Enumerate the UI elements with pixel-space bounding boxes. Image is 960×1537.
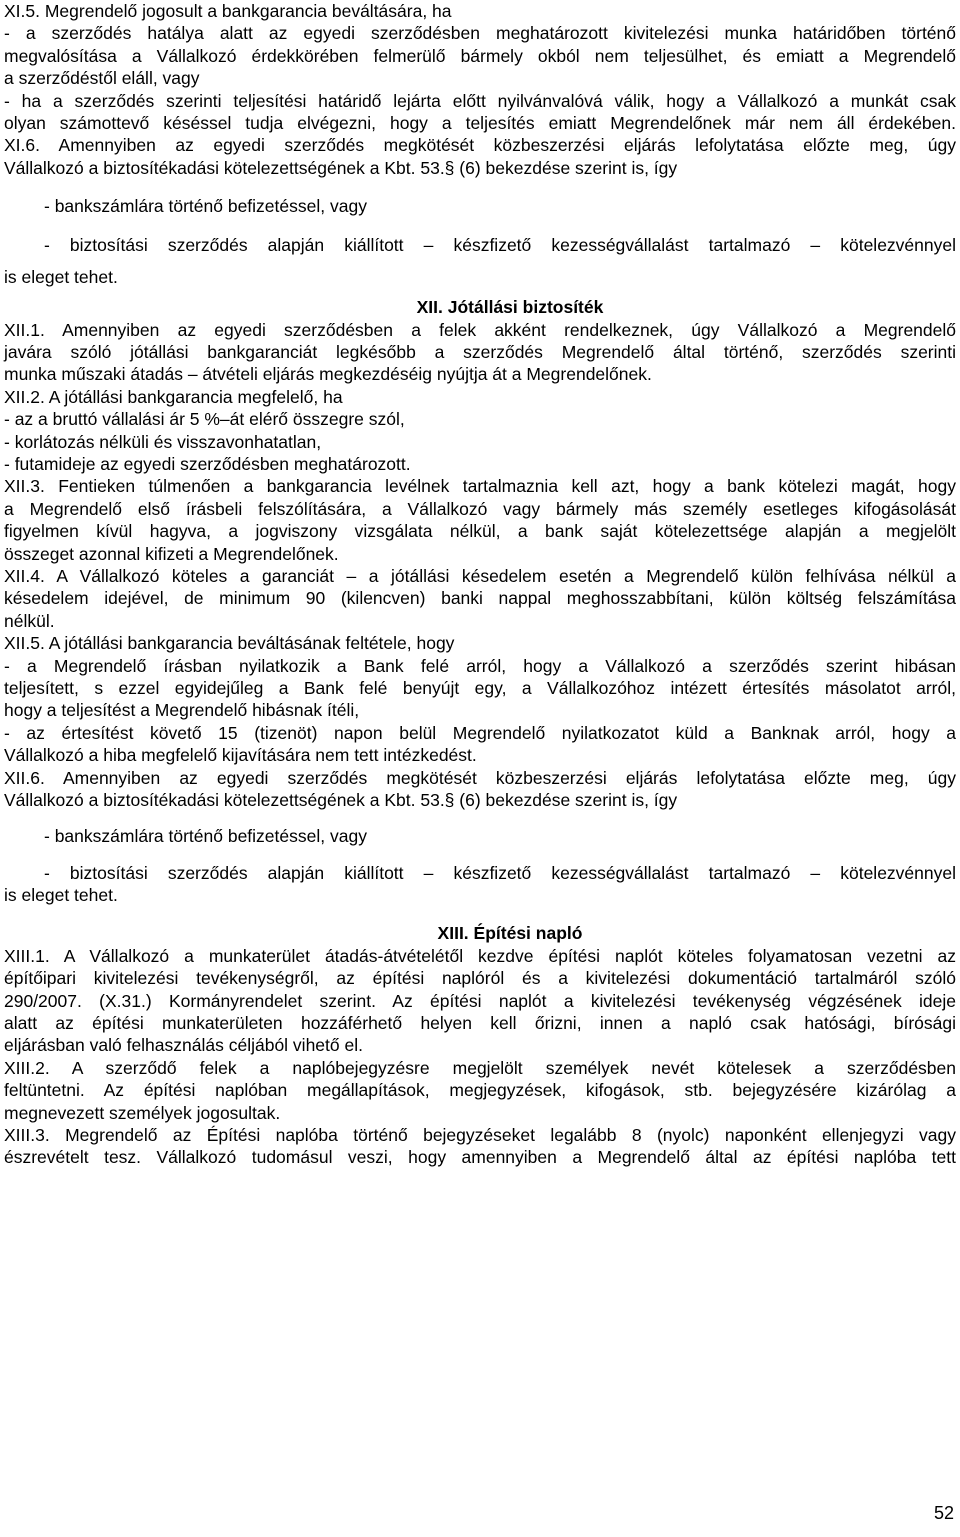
text-line: alatt az építési munkaterületen hozzáférhető helyen kell őrizni, innen a napló csak hatósági, bírósági: [4, 1013, 956, 1034]
text-line: megvalósítása a Vállalkozó érdekkörében felmerülő bármely okból nem teljesülhet, és emiatt a Megrendelő: [4, 45, 956, 66]
text-line: - a szerződés hatálya alatt az egyedi szerződésben meghatározott kivitelezési munka határidőben történő: [4, 23, 956, 44]
text-line: - a Megrendelő írásban nyilatkozik a Bank felé arról, hogy a Vállalkozó a szerződés szerint hibásan: [4, 655, 956, 676]
text-line: XI.5. Megrendelő jogosult a bankgarancia beváltására, ha: [4, 1, 452, 21]
text-line: figyelmen kívül hagyva, a jogviszony vizsgálata nélkül, a bank saját kötelezettsége alapján a megjelölt: [4, 521, 956, 542]
text-line: is eleget tehet.: [4, 885, 118, 906]
text-line: XIII.2. A szerződő felek a naplóbejegyzésre megjelölt személyek nevét kötelesek a szerződésben: [4, 1057, 956, 1078]
text-line: - futamideje az egyedi szerződésben meghatározott.: [4, 454, 411, 475]
text-line: javára szóló jótállási bankgaranciát legkésőbb a szerződés Megrendelő által történő, szerződés szerinti: [4, 342, 956, 363]
text-line: XII.5. A jótállási bankgarancia beváltásának feltétele, hogy: [4, 633, 455, 654]
text-line: XII.4. A Vállalkozó köteles a garanciát – a jótállási késedelem esetén a Megrendelő külön felhívása nélkül a: [4, 565, 956, 586]
text-line: XIII.1. A Vállalkozó a munkaterület átadás-átvételétől kezdve építési naplót köteles folyamatosan vezetni az: [4, 945, 956, 966]
text-line: Vállalkozó a biztosítékadási kötelezettségének a Kbt. 53.§ (6) bekezdése szerint is, így: [4, 789, 678, 810]
text-line: munka műszaki átadás – átvételi eljárás megkezdéséig nyújtja át a Megrendelőnek.: [4, 364, 652, 385]
text-line: XII.3. Fentieken túlmenően a bankgarancia levélnek tartalmaznia kell azt, hogy a bank kötelezi magát, hogy: [4, 476, 956, 497]
list-item: - bankszámlára történő befizetéssel, vagy: [44, 196, 367, 217]
text-line: - az értesítést követő 15 (tizenöt) napon belül Megrendelő nyilatkozatot küld a Banknak arról, hogy a: [4, 722, 956, 743]
text-line: - az a bruttó vállalási ár 5 %–át elérő összegre szól,: [4, 409, 405, 430]
section-heading: XII. Jótállási biztosíték: [416, 297, 604, 318]
list-item: - biztosítási szerződés alapján kiállított – készfizető kezességvállalást tartalmazó – kötelezvénnyel: [44, 862, 956, 883]
text-line: késedelem idejével, de minimum 90 (kilencven) banki nappal meghosszabbítani, külön költség felszámítása: [4, 588, 956, 609]
text-line: a szerződéstől eláll, vagy: [4, 68, 200, 89]
text-line: feltüntetni. Az építési naplóban megállapítások, megjegyzések, kifogások, stb. bejegyzésére kizárólag a: [4, 1080, 956, 1101]
text-line: építőipari kivitelezési tevékenységről, az építési naplóról és a kivitelezési dokumentáció tartalmáról szóló: [4, 968, 956, 989]
page-number: 52: [933, 1503, 954, 1523]
text-line: XII.2. A jótállási bankgarancia megfelelő, ha: [4, 386, 343, 407]
text-line: - ha a szerződés szerinti teljesítési határidő lejárta előtt nyilvánvalóvá válik, hogy a Vállalkozó a munkát csak: [4, 90, 956, 111]
text-line: - korlátozás nélküli és visszavonhatatlan,: [4, 431, 322, 452]
list-item: - biztosítási szerződés alapján kiállított – készfizető kezességvállalást tartalmazó – kötelezvénnyel: [44, 234, 956, 255]
text-line: Vállalkozó a biztosítékadási kötelezettségének a Kbt. 53.§ (6) bekezdése szerint is, így: [4, 157, 678, 178]
text-line: összeget azonnal kifizeti a Megrendelőnek.: [4, 543, 339, 564]
document-page: [4, 0, 956, 1169]
text-line: nélkül.: [4, 610, 55, 631]
text-line: XII.1. Amennyiben az egyedi szerződésben a felek akként rendelkeznek, úgy Vállalkozó a Megrendelő: [4, 319, 956, 340]
text-line: eljárásban való felhasználás céljából vihető el.: [4, 1035, 363, 1056]
text-line: a Megrendelő első írásbeli felszólítására, a Vállalkozó vagy bármely más személy esetleges kifogásolását: [4, 498, 956, 519]
text-line: XIII.3. Megrendelő az Építési naplóba történő bejegyzéseket legalább 8 (nyolc) naponként ellenjegyzi vagy: [4, 1124, 956, 1145]
text-line: Vállalkozó a hiba megfelelő kijavítására nem tett intézkedést.: [4, 745, 477, 766]
text-line: 290/2007. (X.31.) Kormányrendelet szerint. Az építési naplót a kivitelezési tevékenység végzésének ideje: [4, 990, 956, 1011]
text-line: észrevételt tesz. Vállalkozó tudomásul veszi, hogy amennyiben a Megrendelő által az építési naplóba tett: [4, 1147, 956, 1168]
text-line: hogy a teljesítést a Megrendelő hibásnak ítéli,: [4, 700, 360, 721]
text-line: megnevezett személyek jogosultak.: [4, 1102, 281, 1123]
list-item: - bankszámlára történő befizetéssel, vagy: [44, 826, 367, 847]
text-line: olyan számottevő késéssel tudja elvégezni, hogy a teljesítés emiatt Megrendelőnek már nem áll érdekében.: [4, 112, 956, 133]
section-heading: XIII. Építési napló: [437, 923, 583, 944]
text-line: teljesített, s ezzel egyidejűleg a Bank felé benyújt egy, a Vállalkozóhoz intézett értesítés másolatot arról,: [4, 677, 956, 698]
text-line: is eleget tehet.: [4, 266, 118, 287]
text-line: XI.6. Amennyiben az egyedi szerződés megkötését közbeszerzési eljárás lefolytatása előzte meg, úgy: [4, 135, 956, 156]
text-line: XII.6. Amennyiben az egyedi szerződés megkötését közbeszerzési eljárás lefolytatása előzte meg, úgy: [4, 767, 956, 788]
